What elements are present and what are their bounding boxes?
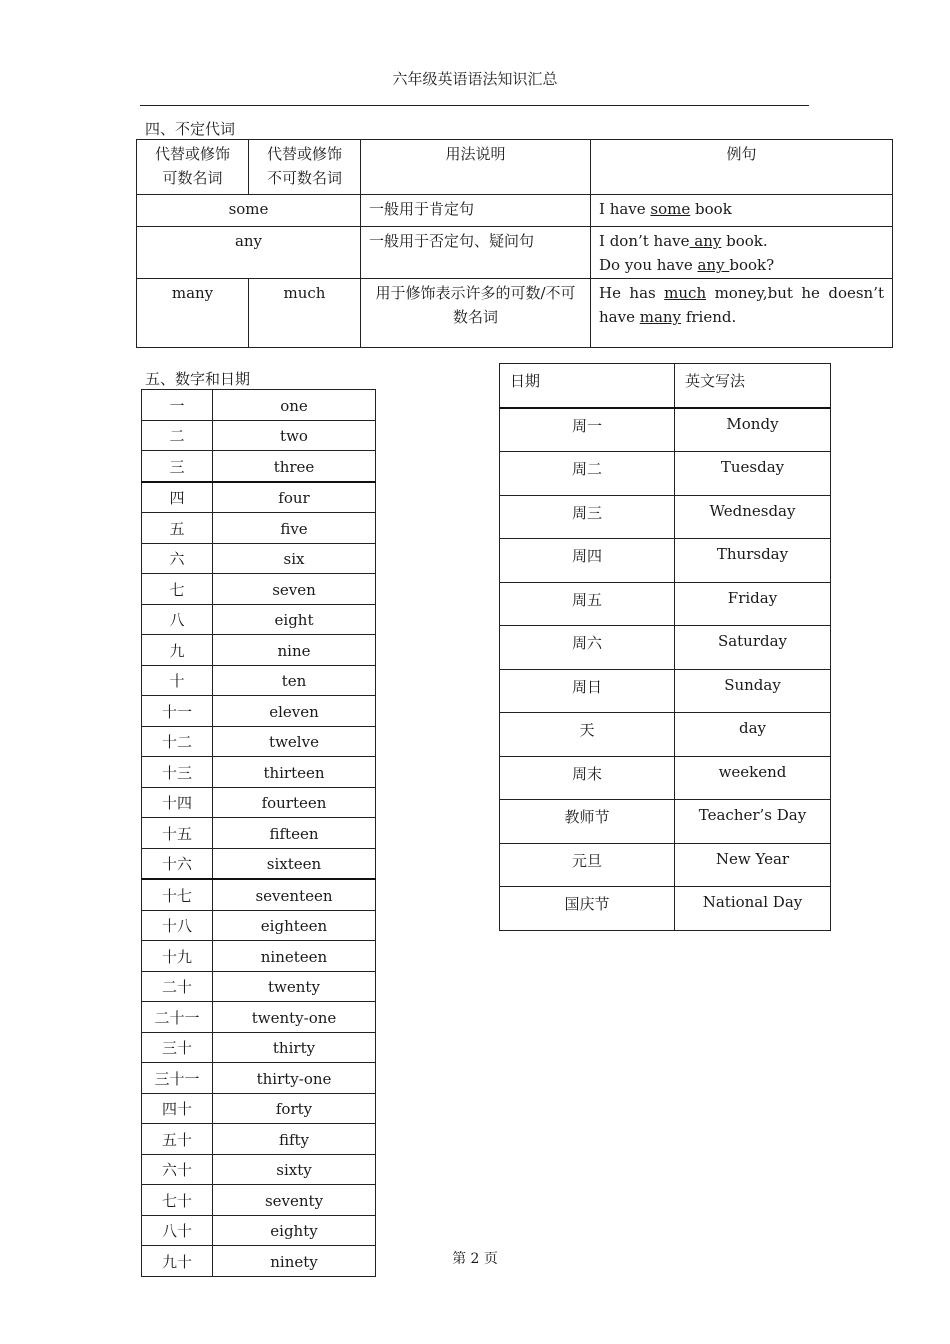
number-chinese: 十九	[142, 941, 213, 972]
number-english: thirty	[213, 1032, 376, 1063]
header-uncountable	[249, 140, 361, 195]
date-english: Wednesday	[675, 495, 831, 539]
date-chinese: 周末	[500, 756, 675, 800]
pronoun-many: many	[137, 279, 249, 348]
number-chinese: 四	[142, 482, 213, 513]
number-english: fifty	[213, 1124, 376, 1155]
number-english: seven	[213, 574, 376, 605]
number-chinese: 三十	[142, 1032, 213, 1063]
table-row	[142, 574, 376, 605]
section5-heading: 五、数字和日期	[145, 370, 251, 388]
number-chinese: 三十一	[142, 1063, 213, 1094]
date-chinese: 周五	[500, 582, 675, 626]
table-row	[142, 971, 376, 1002]
number-english: three	[213, 451, 376, 482]
table-row	[142, 390, 376, 421]
table-row	[142, 696, 376, 727]
table-row	[142, 543, 376, 574]
date-chinese: 周三	[500, 495, 675, 539]
table-row	[500, 452, 831, 496]
number-chinese: 六十	[142, 1154, 213, 1185]
table-row	[137, 279, 893, 348]
table-row	[142, 757, 376, 788]
number-chinese: 一	[142, 390, 213, 421]
number-english: seventeen	[213, 879, 376, 910]
number-english: eighty	[213, 1215, 376, 1246]
example-part: Do you have	[599, 256, 698, 274]
number-english: ten	[213, 665, 376, 696]
number-chinese: 九	[142, 635, 213, 666]
example-underlined: much	[664, 284, 707, 302]
date-chinese: 教师节	[500, 800, 675, 844]
number-chinese: 九十	[142, 1246, 213, 1277]
table-row	[137, 227, 893, 279]
example-part: book	[690, 200, 732, 218]
table-row	[500, 843, 831, 887]
table-row	[142, 451, 376, 482]
table-row	[142, 818, 376, 849]
number-english: four	[213, 482, 376, 513]
number-chinese: 十二	[142, 726, 213, 757]
date-english: Sunday	[675, 669, 831, 713]
example-underlined: any	[689, 232, 722, 250]
number-english: twenty-one	[213, 1002, 376, 1033]
number-chinese: 十八	[142, 910, 213, 941]
example-text	[591, 195, 893, 227]
example-line	[599, 253, 884, 277]
table-row	[500, 669, 831, 713]
header-uncountable-line2: 不可数名词	[266, 169, 342, 187]
table-row	[142, 1002, 376, 1033]
table-row	[142, 879, 376, 910]
example-underlined: any	[697, 256, 730, 274]
header-countable	[137, 140, 249, 195]
number-chinese: 二十一	[142, 1002, 213, 1033]
number-english: seventy	[213, 1185, 376, 1216]
example-underlined: many	[639, 308, 682, 326]
number-chinese: 八	[142, 604, 213, 635]
table-row	[142, 665, 376, 696]
number-english: one	[213, 390, 376, 421]
date-chinese: 周日	[500, 669, 675, 713]
number-english: sixty	[213, 1154, 376, 1185]
number-chinese: 二十	[142, 971, 213, 1002]
date-chinese: 周六	[500, 626, 675, 670]
date-chinese: 元旦	[500, 843, 675, 887]
example-part: I have	[599, 200, 651, 218]
number-english: nineteen	[213, 941, 376, 972]
number-english: two	[213, 420, 376, 451]
number-english: eighteen	[213, 910, 376, 941]
date-english: Teacher’s Day	[675, 800, 831, 844]
table-row	[142, 910, 376, 941]
table-row	[142, 848, 376, 879]
number-english: twenty	[213, 971, 376, 1002]
number-english: six	[213, 543, 376, 574]
date-chinese: 周二	[500, 452, 675, 496]
example-part: I don’t have	[599, 232, 690, 250]
page-number: 第 2 页	[452, 1251, 498, 1267]
header-countable-line1: 代替或修饰	[154, 145, 230, 163]
header-example: 例句	[591, 140, 893, 195]
number-chinese: 六	[142, 543, 213, 574]
example-part: money,but he doesn’t have	[599, 284, 885, 326]
table-row	[500, 539, 831, 583]
table-header-row	[137, 140, 893, 195]
number-chinese: 十六	[142, 848, 213, 879]
number-english: fifteen	[213, 818, 376, 849]
date-english: Saturday	[675, 626, 831, 670]
date-english: weekend	[675, 756, 831, 800]
table-row	[500, 495, 831, 539]
header-usage: 用法说明	[361, 140, 591, 195]
example-text	[591, 279, 893, 348]
date-english: Mondy	[675, 408, 831, 452]
date-chinese: 周一	[500, 408, 675, 452]
header-date: 日期	[500, 364, 675, 408]
number-chinese: 五	[142, 513, 213, 544]
pronoun-any: any	[137, 227, 361, 279]
table-row	[500, 756, 831, 800]
number-english: sixteen	[213, 848, 376, 879]
table-row	[137, 195, 893, 227]
table-header-row	[500, 364, 831, 408]
number-chinese: 七	[142, 574, 213, 605]
date-english: National Day	[675, 887, 831, 931]
number-chinese: 十	[142, 665, 213, 696]
table-row	[142, 1154, 376, 1185]
example-part: book?	[729, 256, 775, 274]
pronoun-some: some	[137, 195, 361, 227]
example-part: book.	[721, 232, 768, 250]
header-english: 英文写法	[675, 364, 831, 408]
date-english: Thursday	[675, 539, 831, 583]
table-row	[142, 726, 376, 757]
number-chinese: 五十	[142, 1124, 213, 1155]
table-row	[142, 787, 376, 818]
example-part: He has	[599, 284, 665, 302]
example-line	[599, 229, 884, 253]
number-english: eleven	[213, 696, 376, 727]
table-row	[142, 482, 376, 513]
table-row	[500, 887, 831, 931]
date-english: Friday	[675, 582, 831, 626]
number-english: five	[213, 513, 376, 544]
number-english: thirteen	[213, 757, 376, 788]
table-row	[500, 408, 831, 452]
example-text	[591, 227, 893, 279]
number-chinese: 八十	[142, 1215, 213, 1246]
table-row	[500, 713, 831, 757]
date-chinese: 国庆节	[500, 887, 675, 931]
example-underlined: some	[650, 200, 691, 218]
number-english: fourteen	[213, 787, 376, 818]
number-chinese: 十七	[142, 879, 213, 910]
usage-text: 用于修饰表示许多的可数/不可数名词	[361, 279, 591, 348]
table-row	[500, 626, 831, 670]
table-row	[142, 1185, 376, 1216]
table-row	[142, 1063, 376, 1094]
table-row	[142, 1093, 376, 1124]
date-chinese: 周四	[500, 539, 675, 583]
usage-text: 一般用于否定句、疑问句	[361, 227, 591, 279]
table-row	[142, 941, 376, 972]
table-row	[142, 1215, 376, 1246]
header-rule	[140, 105, 809, 106]
number-chinese: 十四	[142, 787, 213, 818]
table-row	[500, 800, 831, 844]
number-chinese: 七十	[142, 1185, 213, 1216]
date-english: New Year	[675, 843, 831, 887]
indefinite-pronoun-table	[136, 139, 893, 348]
number-english: forty	[213, 1093, 376, 1124]
table-row	[142, 420, 376, 451]
pronoun-much: much	[249, 279, 361, 348]
number-chinese: 十三	[142, 757, 213, 788]
numbers-table	[141, 389, 376, 1277]
number-english: thirty-one	[213, 1063, 376, 1094]
table-row	[142, 604, 376, 635]
header-uncountable-line1: 代替或修饰	[266, 145, 342, 163]
number-chinese: 三	[142, 451, 213, 482]
table-row	[142, 513, 376, 544]
header-countable-line2: 可数名词	[162, 169, 223, 187]
date-chinese: 天	[500, 713, 675, 757]
number-english: ninety	[213, 1246, 376, 1277]
date-english: Tuesday	[675, 452, 831, 496]
number-english: nine	[213, 635, 376, 666]
number-chinese: 二	[142, 420, 213, 451]
number-english: twelve	[213, 726, 376, 757]
date-english: day	[675, 713, 831, 757]
document-header-title: 六年级英语语法知识汇总	[392, 70, 558, 88]
number-chinese: 四十	[142, 1093, 213, 1124]
usage-text: 一般用于肯定句	[361, 195, 591, 227]
table-row	[142, 635, 376, 666]
number-chinese: 十一	[142, 696, 213, 727]
table-row	[142, 1124, 376, 1155]
table-row	[500, 582, 831, 626]
section4-heading: 四、不定代词	[145, 120, 236, 138]
example-part: friend.	[681, 308, 737, 326]
number-chinese: 十五	[142, 818, 213, 849]
number-english: eight	[213, 604, 376, 635]
dates-table	[499, 363, 831, 931]
table-row	[142, 1032, 376, 1063]
